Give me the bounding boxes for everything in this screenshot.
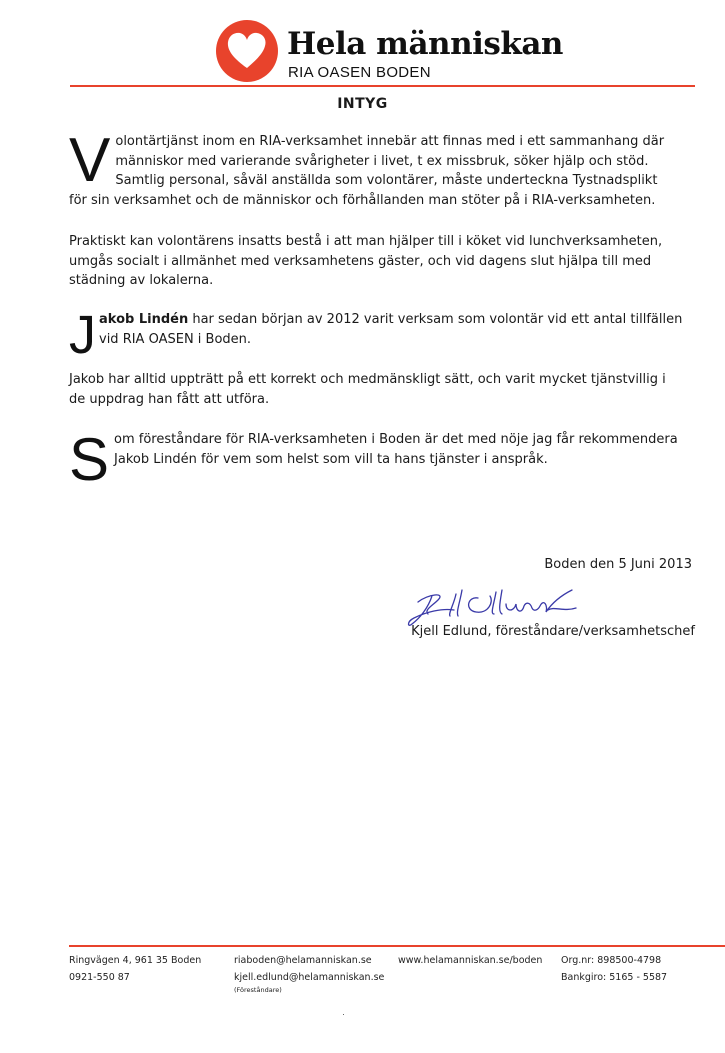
footer-bank-block xyxy=(561,952,667,986)
logo-name: Hela människan xyxy=(287,26,563,62)
p3-line-1 xyxy=(69,310,694,330)
p2-line-2: umgås socialt i allmänhet med verksamhetens gäster, och vid dagens slut hjälpa till med xyxy=(69,253,652,269)
p1-line-3: Samtlig personal, såväl anställda som volontärer, måste underteckna Tystnadsplikt xyxy=(115,173,658,188)
footer-org-nr: Org.nr: 898500-4798 xyxy=(561,955,662,966)
footer-email-2-note: (Föreståndare) xyxy=(234,986,282,994)
paragraph-3 xyxy=(69,305,694,365)
p1-line-2: människor med varierande svårigheter i livet, t ex missbruk, söker hjälp och stöd. xyxy=(115,153,649,169)
footer-website[interactable]: www.helamanniskan.se/boden xyxy=(398,955,543,966)
p3-line-2: vid RIA OASEN i Boden. xyxy=(99,331,252,347)
place-date: Boden den 5 Juni 2013 xyxy=(544,557,692,572)
p2-line-1: Praktiskt kan volontärens insatts bestå i att man hjälper till i köket vid lunchverksamheten, xyxy=(69,234,663,249)
volunteer-name: akob Lindén xyxy=(99,312,189,327)
p3-line-1-rest: har sedan början av 2012 varit verksam som volontär vid ett antal tillfällen xyxy=(188,312,683,327)
footer-website-block xyxy=(398,952,542,969)
paragraph-2 xyxy=(69,232,694,291)
p4-line-2: de uppdrag han fått att utföra. xyxy=(69,391,270,407)
footer-phone: 0921-550 87 xyxy=(69,972,130,983)
footer-address-block xyxy=(69,952,201,986)
p5-line-1: om föreståndare för RIA-verksamheten i Boden är det med nöje jag får rekommendera xyxy=(114,432,678,447)
logo-circle xyxy=(216,20,278,82)
footer-email-block xyxy=(234,952,384,995)
dropcap-v: V xyxy=(69,126,111,195)
document-title: INTYG xyxy=(337,96,388,112)
footer-email-2[interactable]: kjell.edlund@helamanniskan.se xyxy=(234,972,385,983)
dropcap-s: S xyxy=(69,426,110,493)
signer-name-title: Kjell Edlund, föreståndare/verksamhetschef xyxy=(411,624,695,639)
header-divider xyxy=(70,85,695,87)
footer-email-1[interactable]: riaboden@helamanniskan.se xyxy=(234,955,372,966)
paragraph-4 xyxy=(69,370,694,409)
footer-divider xyxy=(69,945,725,947)
scan-dot xyxy=(343,1014,344,1015)
p4-line-1: Jakob har alltid uppträtt på ett korrekt och medmänskligt sätt, och varit mycket tjänstvillig i xyxy=(69,372,666,387)
paragraph-1 xyxy=(69,126,694,210)
dropcap-j: J xyxy=(69,305,96,365)
p5-line-2: Jakob Lindén för vem som helst som vill ta hans tjänster i anspråk. xyxy=(114,451,548,467)
heart-icon xyxy=(225,30,269,72)
p1-line-4: för sin verksamhet och de människor och förhållanden man stöter på i RIA-verksamheten. xyxy=(69,192,656,208)
footer-address: Ringvägen 4, 961 35 Boden xyxy=(69,955,202,966)
p1-line-1: olontärtjänst inom en RIA-verksamhet innebär att finnas med i ett sammanhang där xyxy=(115,134,665,149)
paragraph-5 xyxy=(69,426,694,493)
logo xyxy=(216,18,563,86)
footer-bankgiro: Bankgiro: 5165 - 5587 xyxy=(561,972,668,983)
logo-subtitle: RIA OASEN BODEN xyxy=(288,64,431,81)
p2-line-3: städning av lokalerna. xyxy=(69,273,214,288)
